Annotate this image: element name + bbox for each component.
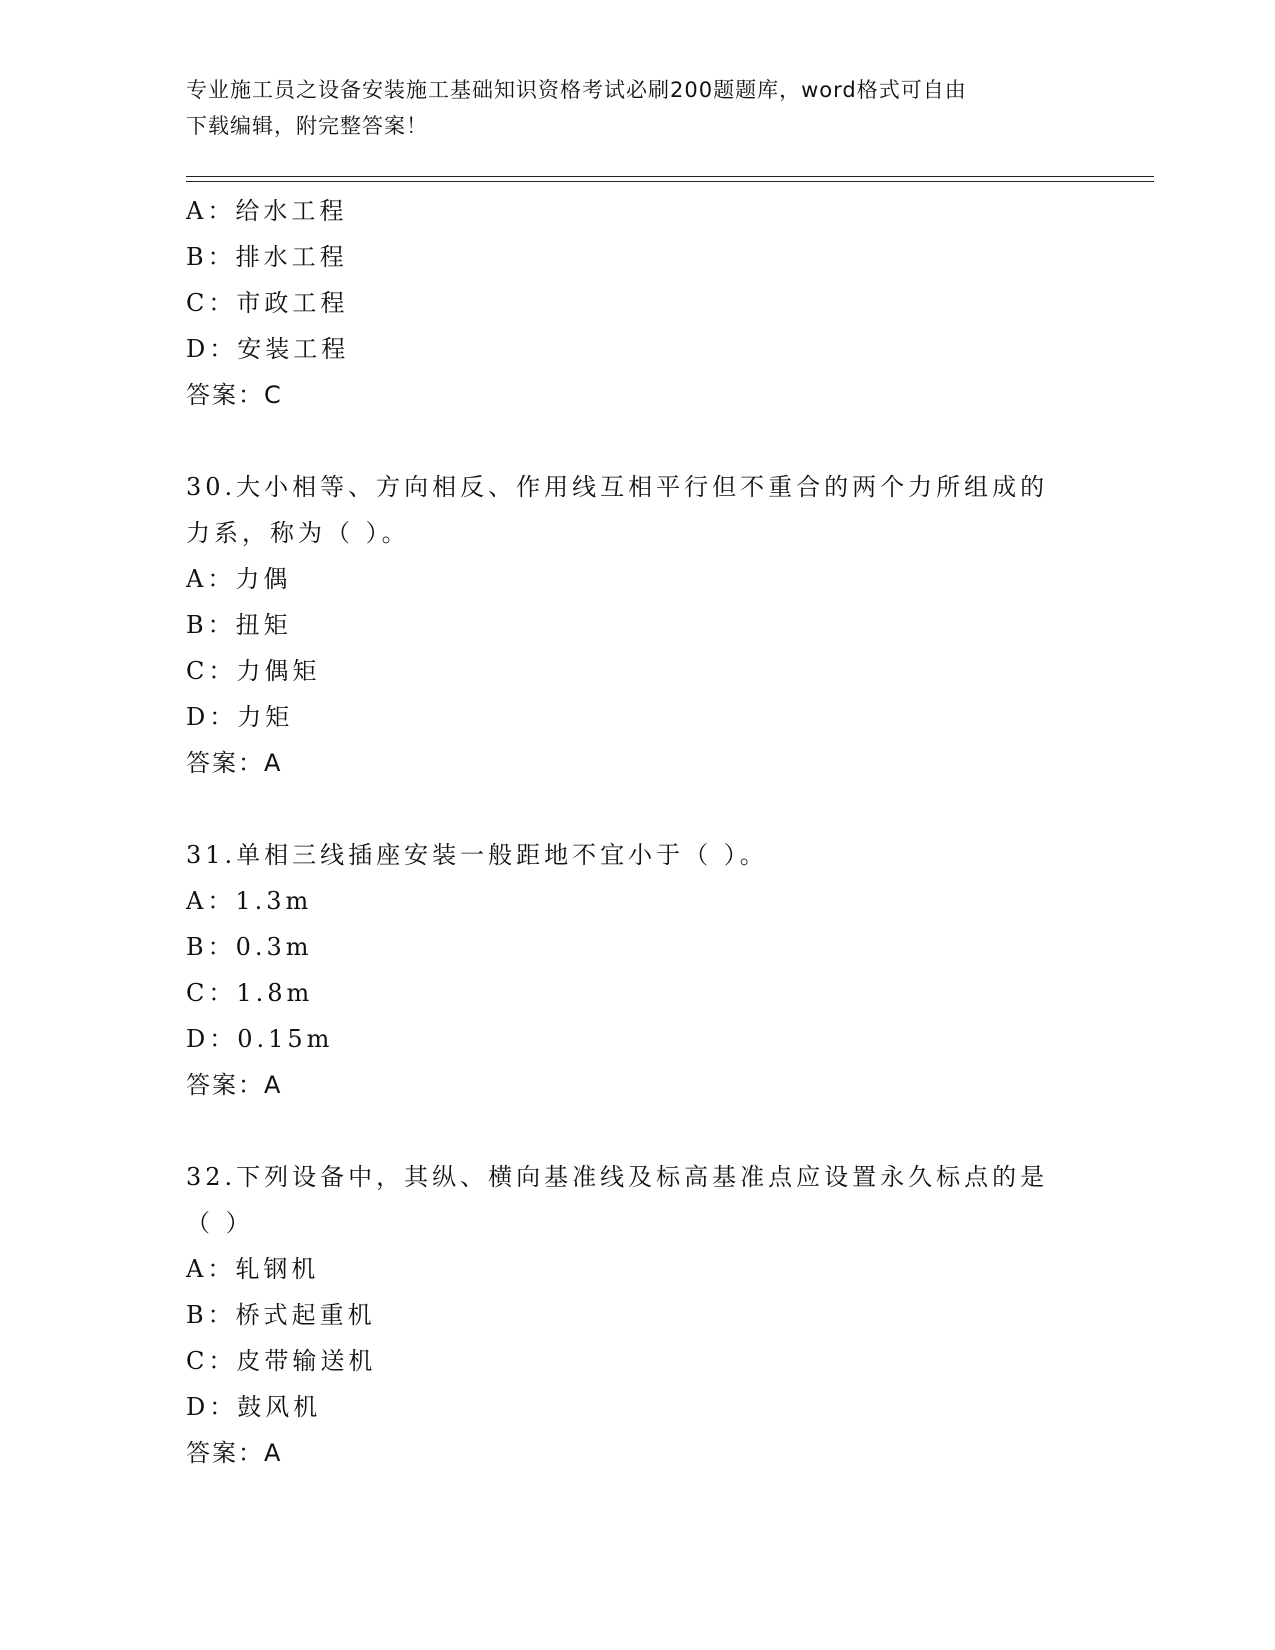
option-b: B：0.3m [186, 933, 313, 961]
question-stem-line-1: 30.大小相等、方向相反、作用线互相平行但不重合的两个力所组成的 [186, 473, 1049, 501]
option-c: C：皮带输送机 [186, 1347, 377, 1375]
question-stem-line-2: （ ） [186, 1209, 254, 1237]
option-d: D：力矩 [186, 703, 294, 731]
question-list [186, 188, 1086, 1476]
option-d: D：安装工程 [186, 335, 350, 363]
option-b: B：扭矩 [186, 611, 292, 639]
option-b: B：排水工程 [186, 243, 348, 271]
option-c: C：力偶矩 [186, 657, 321, 685]
question-spacer [186, 786, 1086, 832]
question-31 [186, 832, 1086, 1108]
question-stem-line-2: 力系，称为（ ）。 [186, 519, 410, 547]
answer-line: 答案：C [186, 381, 283, 409]
option-a: A：给水工程 [186, 197, 348, 225]
header-line-1: 专业施工员之设备安装施工基础知识资格考试必刷200题题库，word格式可自由 [186, 78, 967, 102]
answer-line: 答案：A [186, 1071, 283, 1099]
answer-line: 答案：A [186, 749, 283, 777]
header-divider-bottom [186, 181, 1154, 182]
question-32 [186, 1154, 1086, 1476]
option-d: D：鼓风机 [186, 1393, 322, 1421]
question-stem-line-1: 32.下列设备中，其纵、横向基准线及标高基准点应设置永久标点的是 [186, 1163, 1049, 1191]
option-c: C：市政工程 [186, 289, 349, 317]
question-30 [186, 464, 1086, 786]
option-a: A：1.3m [186, 887, 313, 915]
option-d: D：0.15m [186, 1025, 334, 1053]
question-spacer [186, 1108, 1086, 1154]
header-divider-top [186, 176, 1154, 177]
question-29 [186, 188, 1086, 418]
answer-line: 答案：A [186, 1439, 283, 1467]
question-spacer [186, 418, 1086, 464]
option-b: B：桥式起重机 [186, 1301, 376, 1329]
option-a: A：轧钢机 [186, 1255, 320, 1283]
question-stem-line-1: 31.单相三线插座安装一般距地不宜小于（ ）。 [186, 841, 768, 869]
header-line-2: 下载编辑，附完整答案！ [186, 114, 428, 138]
option-c: C：1.8m [186, 979, 314, 1007]
option-a: A：力偶 [186, 565, 292, 593]
document-header [186, 72, 1086, 144]
